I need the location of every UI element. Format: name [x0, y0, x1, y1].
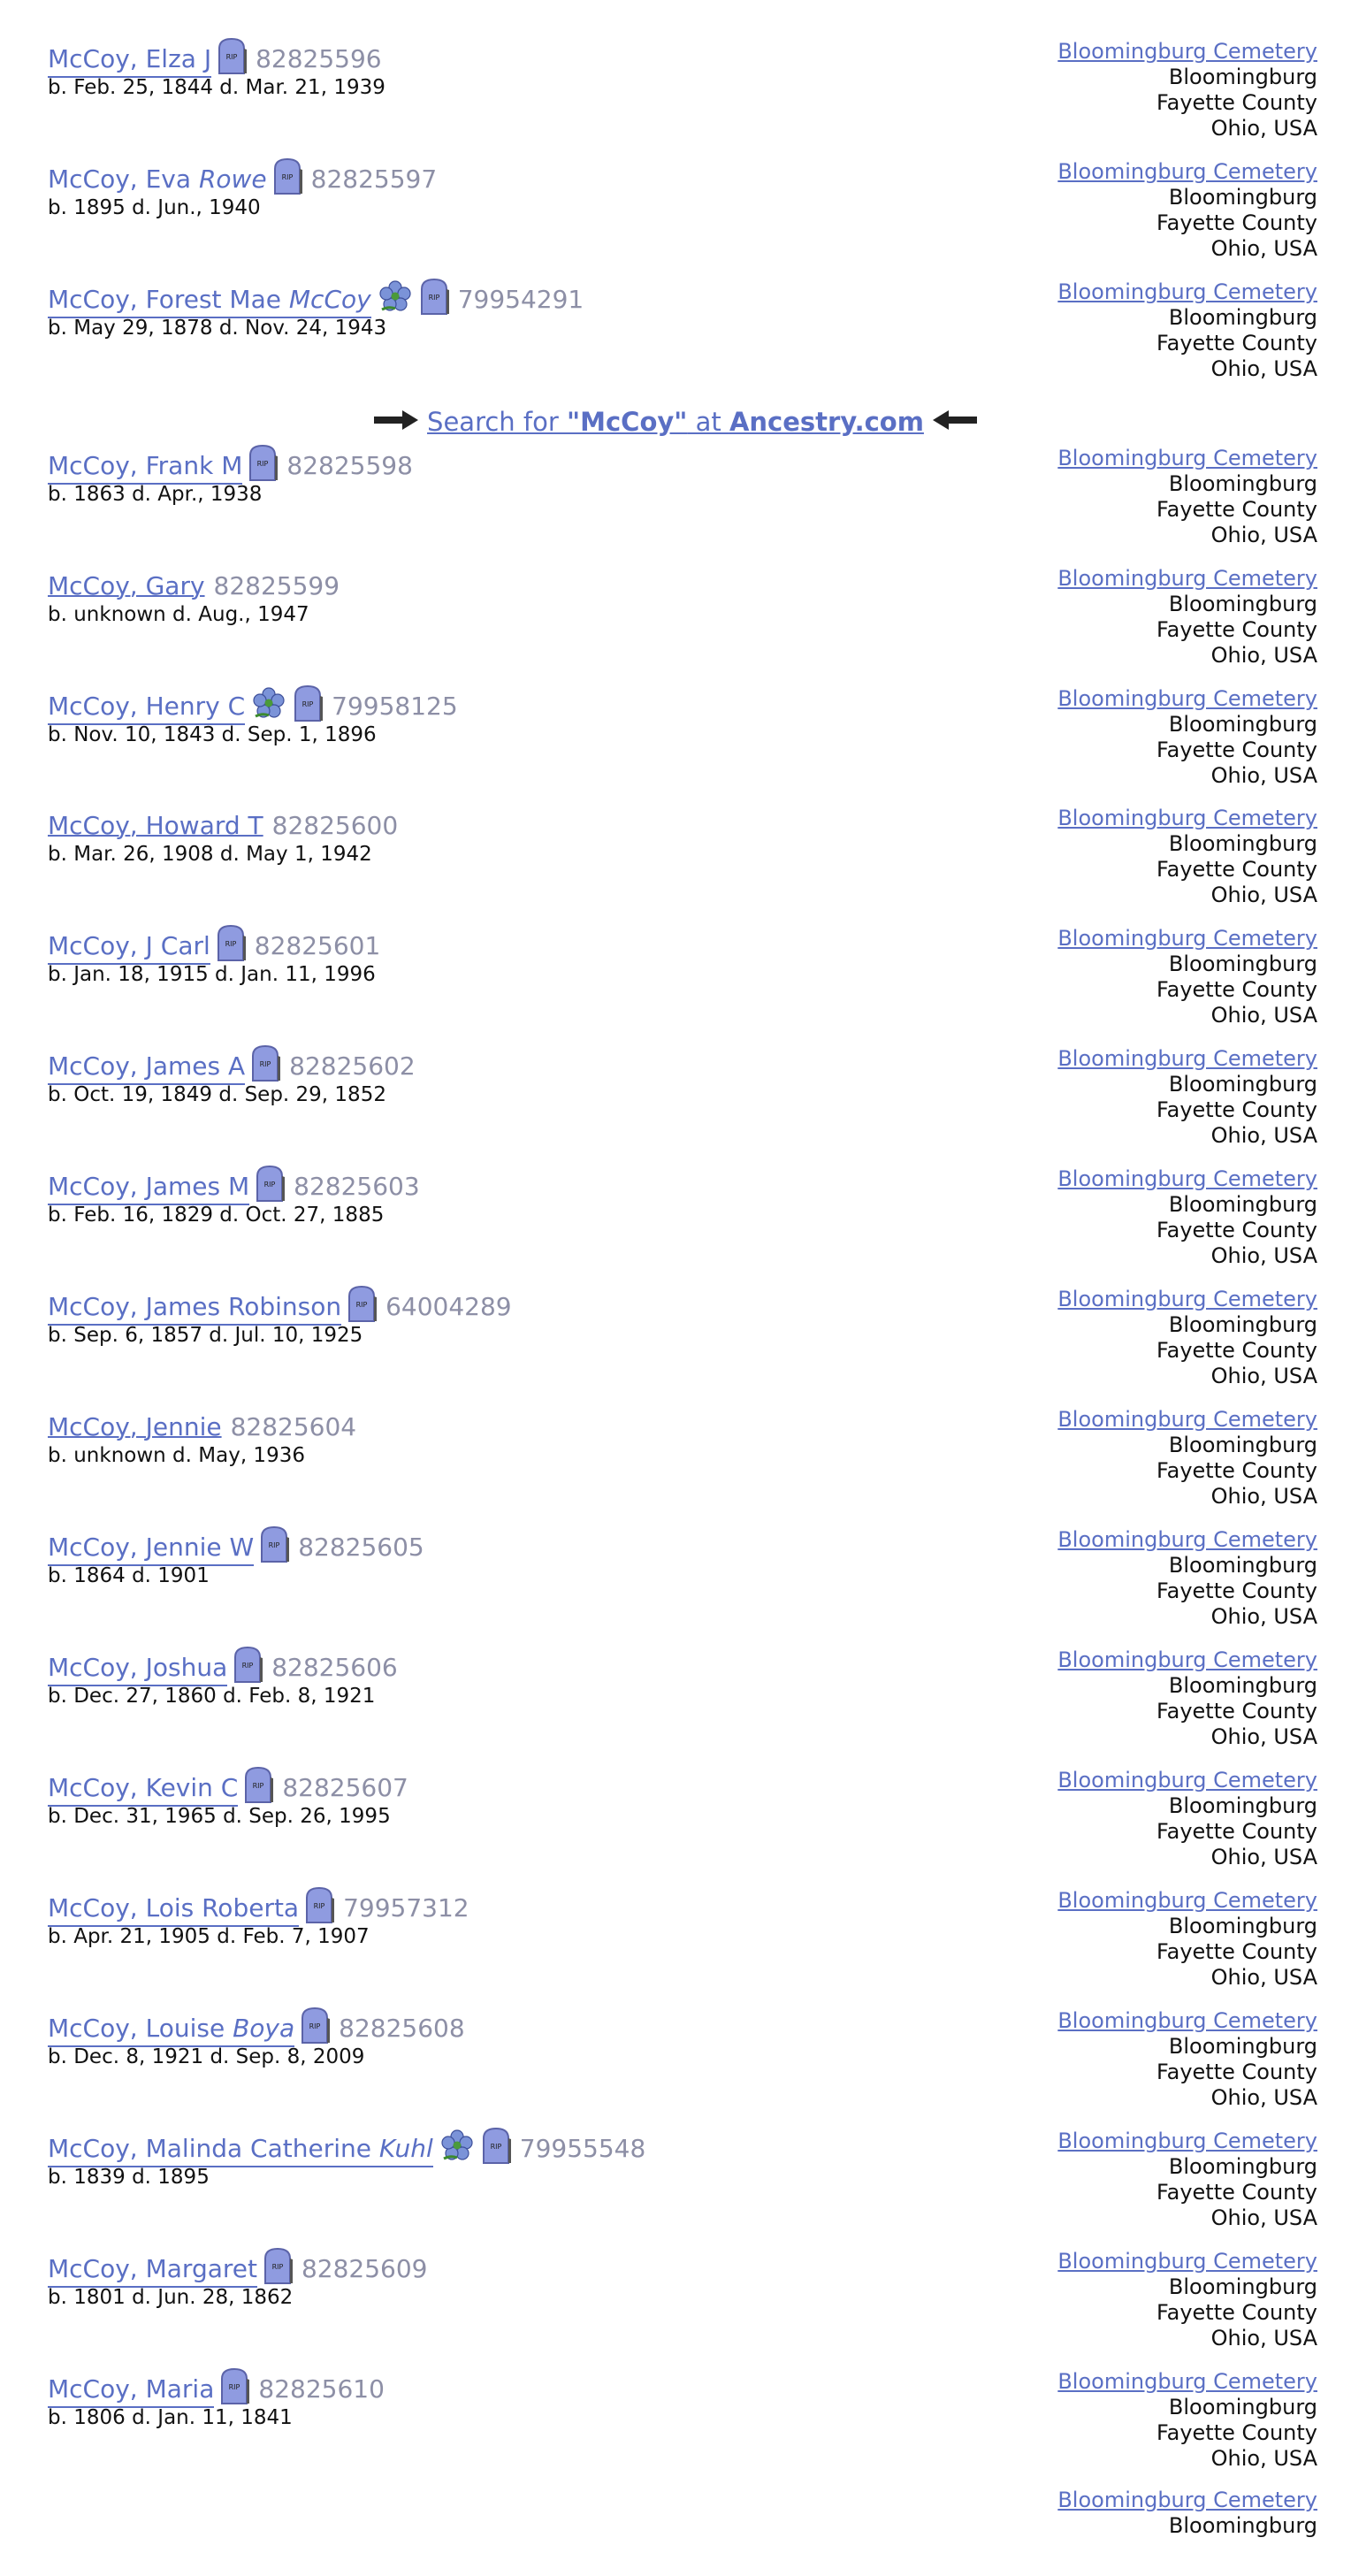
memorial-entry — [0, 1525, 1351, 1640]
life-dates: b. unknown d. Aug., 1947 — [48, 603, 309, 626]
person-name-link[interactable] — [48, 1412, 222, 1441]
name-line — [48, 2129, 645, 2167]
burial-place — [946, 1287, 1317, 1389]
memorial-entry — [0, 564, 1351, 679]
life-dates: b. Mar. 26, 1908 d. May 1, 1942 — [48, 843, 372, 866]
place-county: Fayette County — [1156, 1097, 1317, 1122]
place-state: Ohio, USA — [1210, 1604, 1317, 1629]
place-county: Fayette County — [1156, 738, 1317, 762]
headstone-rip-icon[interactable] — [217, 37, 247, 80]
memorial-entry — [0, 1285, 1351, 1400]
svg-text:RIP: RIP — [241, 1661, 254, 1670]
cemetery-link[interactable]: Bloomingburg Cemetery — [1057, 566, 1317, 591]
place-state: Ohio, USA — [1210, 1965, 1317, 1990]
place-county: Fayette County — [1156, 497, 1317, 522]
cemetery-link[interactable]: Bloomingburg Cemetery — [1057, 686, 1317, 711]
burial-place — [946, 1768, 1317, 1870]
person-name-link[interactable] — [48, 285, 371, 314]
person-name: McCoy, J Carl — [48, 930, 210, 960]
place-city: Bloomingburg — [1168, 1673, 1317, 1698]
name-line — [48, 1287, 512, 1326]
flower-icon[interactable] — [377, 279, 414, 319]
place-state: Ohio, USA — [1210, 2326, 1317, 2351]
svg-text:RIP: RIP — [281, 172, 294, 181]
svg-text:RIP: RIP — [263, 1180, 276, 1189]
place-county: Fayette County — [1156, 2300, 1317, 2325]
place-state: Ohio, USA — [1210, 2085, 1317, 2110]
cemetery-link[interactable]: Bloomingburg Cemetery — [1057, 2369, 1317, 2394]
life-dates: b. Jan. 18, 1915 d. Jan. 11, 1996 — [48, 963, 376, 986]
burial-place — [946, 159, 1317, 262]
person-name-link[interactable] — [48, 931, 210, 960]
headstone-rip-icon[interactable] — [304, 1886, 334, 1930]
memorial-id: 82825597 — [310, 164, 438, 194]
banner-middle: at — [687, 407, 729, 437]
headstone-rip-icon[interactable] — [255, 1165, 285, 1208]
person-name: McCoy, Maria — [48, 2373, 215, 2404]
place-county: Fayette County — [1156, 1338, 1317, 1363]
name-line — [48, 2008, 465, 2047]
svg-text:RIP: RIP — [313, 1901, 325, 1910]
svg-text:RIP: RIP — [271, 2262, 284, 2271]
cemetery-link[interactable]: Bloomingburg Cemetery — [1057, 1407, 1317, 1432]
memorial-id: 82825610 — [258, 2373, 385, 2404]
place-county: Fayette County — [1156, 2180, 1317, 2205]
place-county: Fayette County — [1156, 1699, 1317, 1724]
life-dates: b. Dec. 27, 1860 d. Feb. 8, 1921 — [48, 1685, 376, 1708]
cemetery-link[interactable]: Bloomingburg Cemetery — [1057, 1287, 1317, 1311]
name-line — [48, 2249, 428, 2288]
person-name-link[interactable] — [48, 1292, 341, 1321]
name-line — [48, 1046, 416, 1085]
life-dates: b. Feb. 16, 1829 d. Oct. 27, 1885 — [48, 1204, 385, 1227]
place-county: Fayette County — [1156, 617, 1317, 642]
place-city: Bloomingburg — [1168, 2513, 1317, 2538]
person-name-link[interactable] — [48, 1051, 245, 1081]
name-line — [48, 566, 340, 605]
headstone-rip-icon[interactable] — [293, 684, 323, 728]
memorial-entry — [0, 278, 1351, 393]
burial-place — [946, 39, 1317, 141]
svg-text:RIP: RIP — [225, 939, 237, 948]
place-city: Bloomingburg — [1168, 1553, 1317, 1578]
memorial-entry — [0, 1165, 1351, 1280]
place-city: Bloomingburg — [1168, 952, 1317, 976]
headstone-rip-icon[interactable] — [263, 2247, 293, 2290]
memorial-entry — [0, 2007, 1351, 2121]
life-dates: b. 1801 d. Jun. 28, 1862 — [48, 2286, 294, 2309]
place-state: Ohio, USA — [1210, 2446, 1317, 2471]
memorial-entry — [0, 2247, 1351, 2362]
svg-text:RIP: RIP — [309, 2022, 321, 2030]
name-line — [48, 39, 382, 78]
place-city: Bloomingburg — [1168, 1072, 1317, 1097]
person-name-link[interactable] — [48, 1773, 238, 1802]
place-city: Bloomingburg — [1168, 2034, 1317, 2059]
cemetery-link[interactable]: Bloomingburg Cemetery — [1057, 926, 1317, 951]
person-name-link[interactable] — [48, 2014, 294, 2043]
person-name-link[interactable] — [48, 692, 245, 721]
cemetery-link[interactable]: Bloomingburg Cemetery — [1057, 1046, 1317, 1071]
person-name: McCoy, Jennie W — [48, 1532, 255, 1562]
person-name: McCoy, Eva — [48, 164, 192, 194]
name-line — [48, 1888, 469, 1927]
life-dates: b. 1806 d. Jan. 11, 1841 — [48, 2406, 293, 2429]
banner-site: Ancestry.com — [729, 407, 924, 437]
person-name: McCoy, Louise — [48, 2013, 225, 2043]
burial-place — [946, 1647, 1317, 1750]
place-county: Fayette County — [1156, 1458, 1317, 1483]
burial-place — [946, 1046, 1317, 1149]
headstone-rip-icon[interactable] — [300, 2007, 330, 2050]
burial-place — [946, 2008, 1317, 2111]
place-state: Ohio, USA — [1210, 2205, 1317, 2230]
svg-text:RIP: RIP — [301, 699, 314, 708]
life-dates: b. Dec. 31, 1965 d. Sep. 26, 1995 — [48, 1805, 391, 1828]
name-line — [48, 1407, 356, 1446]
place-county: Fayette County — [1156, 2060, 1317, 2084]
burial-place — [946, 926, 1317, 1028]
name-line — [48, 279, 584, 318]
svg-text:RIP: RIP — [252, 1781, 264, 1790]
memorial-id: 82825603 — [294, 1171, 420, 1201]
burial-place — [946, 1527, 1317, 1630]
burial-place — [946, 566, 1317, 669]
memorial-id: 82825609 — [301, 2253, 428, 2283]
place-county: Fayette County — [1156, 977, 1317, 1002]
svg-text:RIP: RIP — [490, 2142, 502, 2151]
place-city: Bloomingburg — [1168, 2274, 1317, 2299]
cemetery-link[interactable]: Bloomingburg Cemetery — [1057, 2249, 1317, 2274]
svg-text:RIP: RIP — [229, 2382, 240, 2391]
name-line — [48, 1527, 424, 1566]
burial-place — [946, 686, 1317, 789]
life-dates: b. Feb. 25, 1844 d. Mar. 21, 1939 — [48, 76, 385, 99]
person-name-link[interactable] — [48, 2374, 214, 2404]
cemetery-link[interactable]: Bloomingburg Cemetery — [1057, 2008, 1317, 2033]
headstone-rip-icon[interactable] — [216, 924, 246, 967]
memorial-entry — [0, 1044, 1351, 1159]
name-line — [48, 1647, 398, 1686]
place-county: Fayette County — [1156, 1218, 1317, 1242]
life-dates: b. Oct. 19, 1849 d. Sep. 29, 1852 — [48, 1083, 386, 1106]
memorial-entry — [0, 1646, 1351, 1761]
name-line — [48, 686, 458, 725]
life-dates: b. 1839 d. 1895 — [48, 2166, 210, 2189]
burial-place — [946, 446, 1317, 548]
memorial-id: 82825599 — [213, 570, 340, 600]
maiden-name: Kuhl — [378, 2133, 433, 2163]
place-state: Ohio, USA — [1210, 1724, 1317, 1749]
person-name: McCoy, Elza J — [48, 43, 212, 73]
memorial-entry — [0, 37, 1351, 152]
headstone-rip-icon[interactable] — [219, 2367, 249, 2411]
person-name-link[interactable] — [48, 2134, 433, 2163]
person-name-link[interactable] — [48, 1533, 254, 1562]
place-state: Ohio, USA — [1210, 1364, 1317, 1388]
person-name: McCoy, Lois Roberta — [48, 1892, 300, 1922]
name-line — [48, 159, 437, 198]
place-state: Ohio, USA — [1210, 236, 1317, 261]
headstone-rip-icon[interactable] — [347, 1285, 377, 1328]
person-name-link[interactable] — [48, 1172, 249, 1201]
place-state: Ohio, USA — [1210, 1484, 1317, 1509]
memorial-entry — [0, 2127, 1351, 2242]
life-dates: b. 1895 d. Jun., 1940 — [48, 196, 261, 219]
person-name: McCoy, Forest Mae — [48, 284, 281, 314]
place-city: Bloomingburg — [1168, 2395, 1317, 2419]
place-state: Ohio, USA — [1210, 883, 1317, 907]
headstone-rip-icon[interactable] — [272, 157, 302, 201]
life-dates: b. 1864 d. 1901 — [48, 1564, 210, 1587]
place-state: Ohio, USA — [1210, 1123, 1317, 1148]
memorial-id: 79954291 — [457, 284, 584, 314]
cemetery-link[interactable]: Bloomingburg Cemetery — [1057, 1527, 1317, 1552]
memorial-entry — [0, 684, 1351, 799]
headstone-rip-icon[interactable] — [481, 2127, 511, 2170]
person-name-link[interactable] — [48, 2254, 257, 2283]
person-name-link[interactable] — [48, 811, 263, 840]
memorial-entry — [0, 804, 1351, 919]
person-name: McCoy, Jennie — [48, 1411, 222, 1441]
place-county: Fayette County — [1156, 1939, 1317, 1964]
person-name: McCoy, Gary — [48, 570, 205, 600]
flower-icon[interactable] — [250, 686, 287, 726]
place-state: Ohio, USA — [1210, 763, 1317, 788]
life-dates: b. Sep. 6, 1857 d. Jul. 10, 1925 — [48, 1324, 363, 1347]
arrow-right-icon — [372, 407, 420, 437]
life-dates: b. 1863 d. Apr., 1938 — [48, 483, 263, 506]
place-county: Fayette County — [1156, 90, 1317, 115]
memorial-entry — [0, 1886, 1351, 2001]
memorial-id: 82825608 — [339, 2013, 465, 2043]
person-name: McCoy, Henry C — [48, 691, 246, 721]
memorial-id: 79957312 — [343, 1892, 469, 1922]
life-dates: b. Dec. 8, 1921 d. Sep. 8, 2009 — [48, 2045, 365, 2068]
place-state: Ohio, USA — [1210, 523, 1317, 547]
burial-place — [946, 1888, 1317, 1991]
cemetery-link[interactable]: Bloomingburg Cemetery — [1057, 1768, 1317, 1792]
headstone-rip-icon[interactable] — [250, 1044, 280, 1088]
memorial-id: 82825596 — [256, 43, 382, 73]
memorial-entry — [0, 2367, 1351, 2482]
svg-text:RIP: RIP — [225, 52, 238, 61]
name-line — [48, 806, 398, 845]
person-name: McCoy, Malinda Catherine — [48, 2133, 371, 2163]
burial-place — [946, 2369, 1317, 2472]
person-name: McCoy, Margaret — [48, 2253, 257, 2283]
name-line — [48, 1166, 420, 1205]
cemetery-link[interactable]: Bloomingburg Cemetery — [1057, 1888, 1317, 1913]
place-state: Ohio, USA — [1210, 356, 1317, 381]
place-county: Fayette County — [1156, 857, 1317, 882]
burial-place — [946, 1407, 1317, 1510]
place-state: Ohio, USA — [1210, 1845, 1317, 1869]
memorial-entry — [0, 1766, 1351, 1881]
burial-place — [946, 279, 1317, 382]
maiden-name: Boya — [233, 2013, 295, 2043]
burial-place — [946, 806, 1317, 908]
place-city: Bloomingburg — [1168, 1192, 1317, 1217]
place-county: Fayette County — [1156, 331, 1317, 355]
memorial-entry — [0, 444, 1351, 559]
memorial-id: 82825606 — [271, 1652, 398, 1682]
life-dates: b. Apr. 21, 1905 d. Feb. 7, 1907 — [48, 1925, 370, 1948]
memorial-id: 82825605 — [298, 1532, 424, 1562]
memorial-id: 79955548 — [519, 2133, 646, 2163]
svg-text:RIP: RIP — [257, 459, 269, 468]
banner-query: "McCoy" — [567, 407, 688, 437]
cemetery-link[interactable]: Bloomingburg Cemetery — [1057, 806, 1317, 830]
arrow-left-icon — [931, 407, 979, 437]
maiden-name: McCoy — [288, 284, 371, 314]
cemetery-link[interactable]: Bloomingburg Cemetery — [1057, 2129, 1317, 2153]
place-city: Bloomingburg — [1168, 185, 1317, 210]
memorial-entry — [0, 157, 1351, 272]
place-state: Ohio, USA — [1210, 116, 1317, 141]
cemetery-link[interactable]: Bloomingburg Cemetery — [1057, 159, 1317, 184]
person-name-link[interactable] — [48, 1653, 227, 1682]
place-city: Bloomingburg — [1168, 1312, 1317, 1337]
memorial-id: 82825604 — [230, 1411, 357, 1441]
person-name: McCoy, James Robinson — [48, 1291, 342, 1321]
name-line — [48, 446, 413, 485]
person-name-link[interactable] — [48, 451, 242, 480]
cemetery-link[interactable]: Bloomingburg Cemetery — [1057, 446, 1317, 470]
banner-prefix: Search for — [427, 407, 567, 437]
place-city: Bloomingburg — [1168, 1793, 1317, 1818]
place-city: Bloomingburg — [1168, 831, 1317, 856]
person-name-link[interactable] — [48, 44, 211, 73]
place-county: Fayette County — [1156, 1578, 1317, 1603]
headstone-rip-icon[interactable] — [243, 1766, 273, 1809]
person-name: McCoy, Joshua — [48, 1652, 228, 1682]
memorial-id: 82825600 — [271, 810, 399, 840]
cemetery-link[interactable]: Bloomingburg Cemetery — [1057, 2488, 1317, 2512]
svg-text:RIP: RIP — [355, 1300, 368, 1309]
headstone-rip-icon[interactable] — [259, 1525, 289, 1569]
burial-place — [946, 1166, 1317, 1269]
person-name-link[interactable] — [48, 1893, 299, 1922]
place-county: Fayette County — [1156, 1819, 1317, 1844]
headstone-rip-icon[interactable] — [233, 1646, 263, 1689]
person-name: McCoy, James M — [48, 1171, 250, 1201]
maiden-name: Rowe — [198, 164, 267, 194]
cemetery-link[interactable]: Bloomingburg Cemetery — [1057, 1647, 1317, 1672]
place-county: Fayette County — [1156, 2420, 1317, 2445]
ancestry-search-link[interactable] — [427, 407, 924, 437]
headstone-rip-icon[interactable] — [248, 444, 278, 487]
memorial-id: 82825601 — [254, 930, 381, 960]
ancestry-search-banner — [0, 400, 1351, 444]
cemetery-link[interactable]: Bloomingburg Cemetery — [1057, 1166, 1317, 1191]
name-line — [48, 926, 380, 965]
burial-place — [946, 2249, 1317, 2351]
life-dates: b. unknown d. May, 1936 — [48, 1444, 305, 1467]
person-name: McCoy, Kevin C — [48, 1772, 239, 1802]
life-dates: b. Nov. 10, 1843 d. Sep. 1, 1896 — [48, 723, 377, 746]
person-name: McCoy, Howard T — [48, 810, 263, 840]
memorial-id: 82825602 — [289, 1051, 416, 1081]
person-name: McCoy, James A — [48, 1051, 246, 1081]
svg-text:RIP: RIP — [259, 1059, 271, 1068]
memorial-id: 82825598 — [286, 450, 413, 480]
memorial-id: 79958125 — [332, 691, 458, 721]
cemetery-link[interactable]: Bloomingburg Cemetery — [1057, 39, 1317, 64]
place-city: Bloomingburg — [1168, 1914, 1317, 1938]
cemetery-link[interactable]: Bloomingburg Cemetery — [1057, 279, 1317, 304]
svg-text:RIP: RIP — [428, 293, 440, 302]
memorial-entry — [0, 1405, 1351, 1520]
place-city: Bloomingburg — [1168, 1433, 1317, 1457]
place-city: Bloomingburg — [1168, 712, 1317, 737]
name-line — [48, 1768, 408, 1807]
place-city: Bloomingburg — [1168, 2154, 1317, 2179]
place-city: Bloomingburg — [1168, 305, 1317, 330]
name-line — [48, 2369, 385, 2408]
headstone-rip-icon[interactable] — [419, 278, 449, 321]
place-state: Ohio, USA — [1210, 1243, 1317, 1268]
flower-icon[interactable] — [439, 2129, 476, 2168]
memorial-entry — [0, 924, 1351, 1039]
place-state: Ohio, USA — [1210, 643, 1317, 668]
place-city: Bloomingburg — [1168, 471, 1317, 496]
place-city: Bloomingburg — [1168, 65, 1317, 89]
person-name-link[interactable] — [48, 164, 267, 194]
memorial-id: 82825607 — [282, 1772, 408, 1802]
life-dates: b. May 29, 1878 d. Nov. 24, 1943 — [48, 317, 387, 340]
person-name: McCoy, Frank M — [48, 450, 243, 480]
place-county: Fayette County — [1156, 210, 1317, 235]
svg-text:RIP: RIP — [268, 1540, 280, 1549]
person-name-link[interactable] — [48, 571, 205, 600]
place-city: Bloomingburg — [1168, 592, 1317, 616]
place-state: Ohio, USA — [1210, 1003, 1317, 1028]
memorial-id: 64004289 — [385, 1291, 512, 1321]
burial-place — [946, 2129, 1317, 2231]
trailing-place — [946, 2488, 1317, 2539]
